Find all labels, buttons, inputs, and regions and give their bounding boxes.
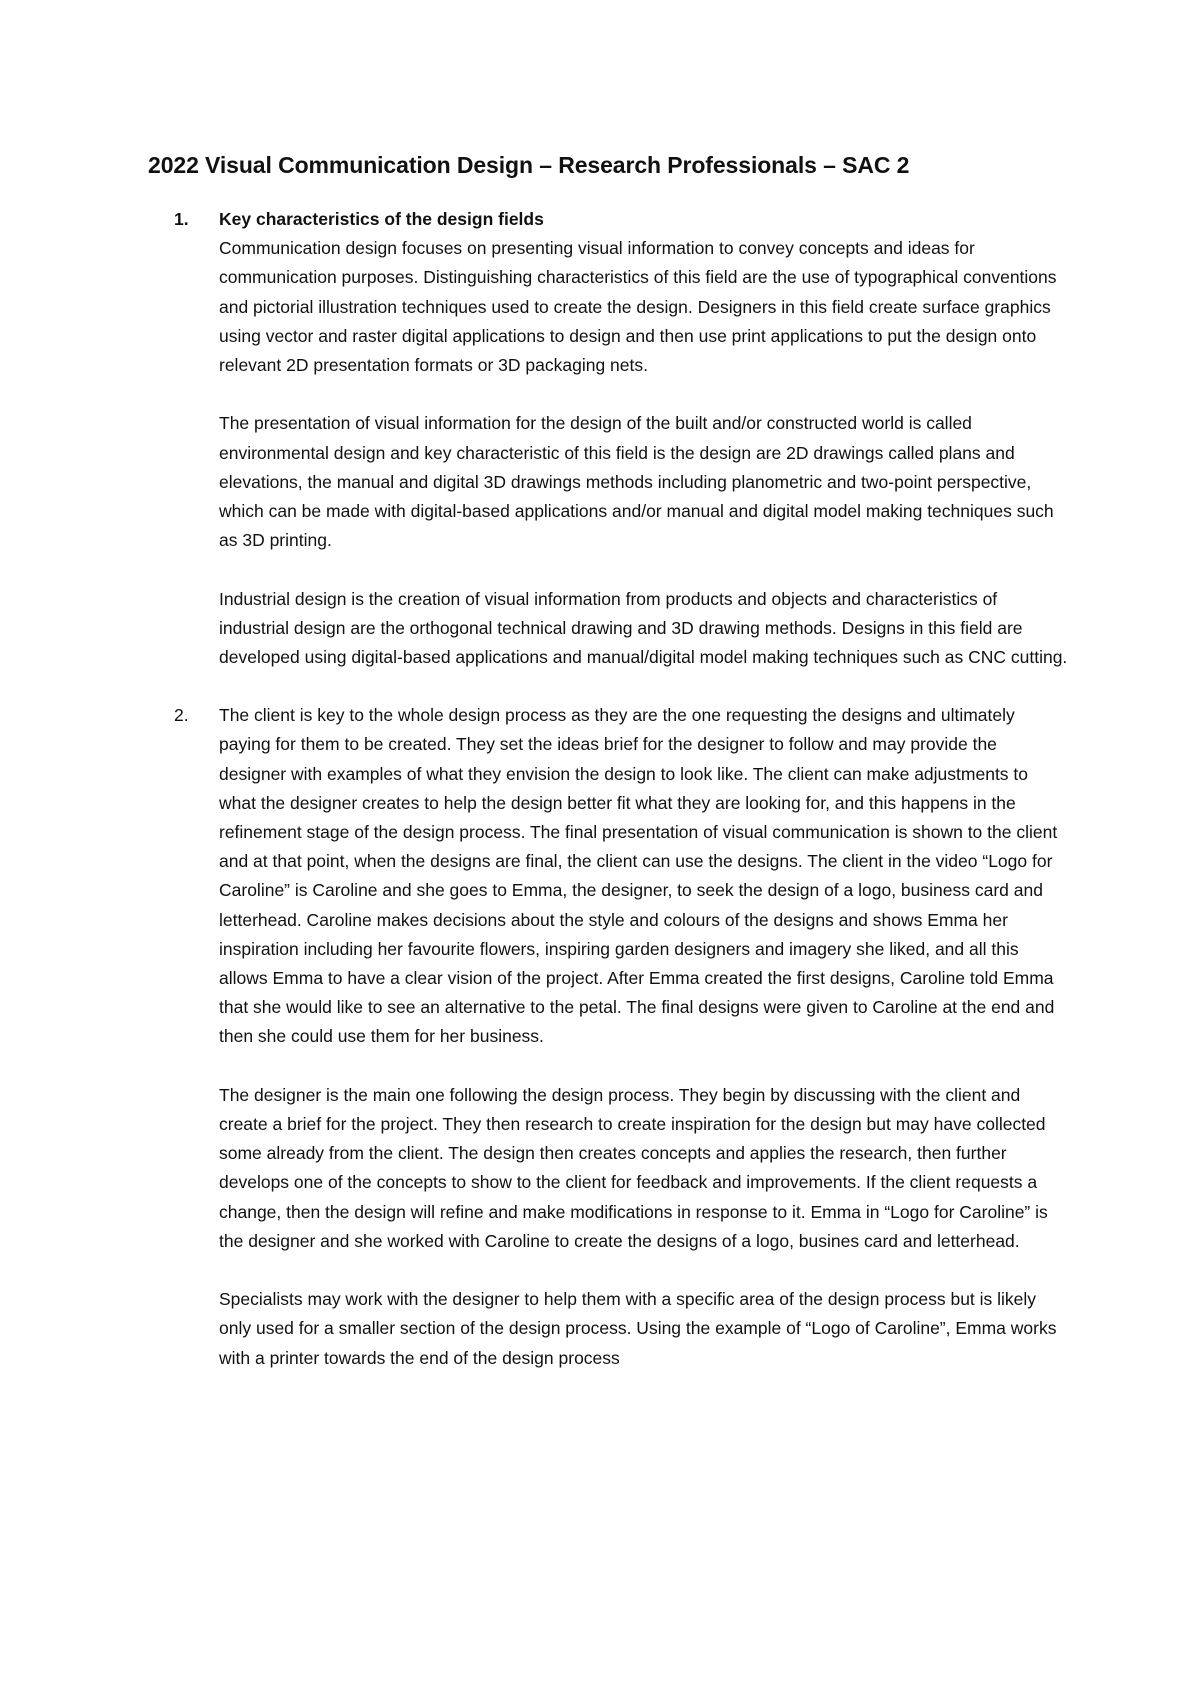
list-item-number: 1. bbox=[174, 209, 189, 229]
numbered-list bbox=[148, 205, 1068, 1373]
list-item bbox=[148, 701, 1068, 1373]
page-title: 2022 Visual Communication Design – Research Professionals – SAC 2 bbox=[148, 152, 910, 178]
paragraph: The client is key to the whole design process as they are the one requesting the designs and ultimately paying for them to be created. They set the ideas brief for the designer to follow and may provide the designer with examples of what they envision the design to look like. The client can make adjustments to what the designer creates to help the design better fit what they are looking for, and this happens in the refinement stage of the design process. The final presentation of visual communication is shown to the client and at that point, when the designs are final, the client can use the designs. The client in the video “Logo for Caroline” is Caroline and she goes to Emma, the designer, to seek the design of a logo, business card and letterhead. Caroline makes decisions about the style and colours of the designs and shows Emma her inspiration including her favourite flowers, inspiring garden designers and imagery she liked, and all this allows Emma to have a clear vision of the project. After Emma created the first designs, Caroline told Emma that she would like to see an alternative to the petal. The final designs were given to Caroline at the end and then she could use them for her business. bbox=[219, 705, 1058, 1047]
paragraph: The designer is the main one following the design process. They begin by discussing with the client and create a brief for the project. They then research to create inspiration for the design but may have collected some already from the client. The design then creates concepts and applies the research, then further develops one of the concepts to show to the client for feedback and improvements. If the client requests a change, then the design will refine and make modifications in response to it. Emma in “Logo for Caroline” is the designer and she worked with Caroline to create the designs of a logo, busines card and letterhead. bbox=[219, 1084, 1048, 1251]
list-item-number: 2. bbox=[174, 705, 189, 726]
paragraph: Specialists may work with the designer to help them with a specific area of the design process but is likely only used for a smaller section of the design process. Using the example of “Logo of Caroline”, Emma works with a printer towards the end of the design process bbox=[219, 1289, 1057, 1368]
paragraph: Industrial design is the creation of visual information from products and objects and characteristics of industrial design are the orthogonal technical drawing and 3D drawing methods. Designs in this field are developed using digital-based applications and manual/digital model making techniques such as CNC cutting. bbox=[219, 588, 1068, 668]
paragraph: The presentation of visual information for the design of the built and/or constructed world is called environmental design and key characteristic of this field is the design are 2D drawings called plans and elevations, the manual and digital 3D drawings methods including planometric and two-point perspective, which can be made with digital-based applications and/or manual and digital model making techniques such as 3D printing. bbox=[219, 413, 1054, 551]
list-item bbox=[148, 205, 1068, 672]
section-heading: Key characteristics of the design fields bbox=[219, 209, 544, 229]
paragraph: Communication design focuses on presenting visual information to convey concepts and ideas for communication purposes. Distinguishing characteristics of this field are the use of typographical conventions and pictorial illustration techniques used to create the design. Designers in this field create surface graphics using vector and raster digital applications to design and then use print applications to put the design onto relevant 2D presentation formats or 3D packaging nets. bbox=[219, 238, 1057, 376]
